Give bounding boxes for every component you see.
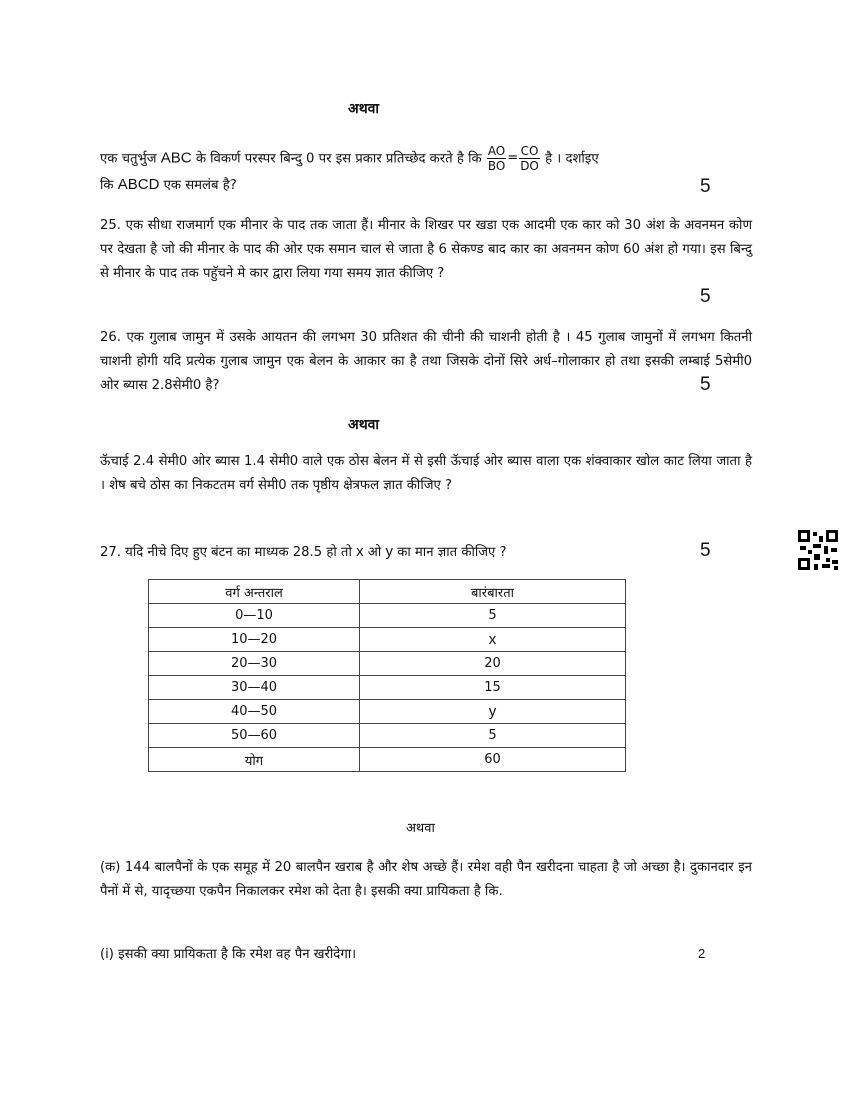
table-row [149,700,626,724]
table-cell-interval: योग [149,748,360,772]
heading-athva-1: अथवा [348,101,380,117]
fraction-numerator: CO [520,144,539,158]
q27-text-c: का मान ज्ञात कीजिए ? [397,545,507,560]
table-header-frequency: बारंबारता [360,580,626,604]
q26-marks: 5 [700,374,711,395]
table-cell-interval: 40—50 [149,700,360,724]
table-cell-interval: 30—40 [149,676,360,700]
question-27-alternate: (क) 144 बालपैनों के एक समूह में 20 बालपैन खराब है और शेष अच्छे हैं। रमेश वही पैन खरीदना चाहता है जो अच्छा है। दुकानदार इन पैनों में से, यादृच्छया एकपैन निकालकर रमेश को देता है। इसकी क्या प्रायिकता है कि. [100,860,752,899]
table-cell-frequency: 60 [360,748,626,772]
heading-athva-3: अथवा [406,821,435,836]
heading-athva-2: अथवा [348,417,380,433]
table-header-class-interval: वर्ग अन्तराल [149,580,360,604]
table-row [149,748,626,772]
page-number: 2 [698,946,706,961]
q27-y: y [385,543,393,560]
q24-alt-marks: 5 [700,176,711,197]
fraction-denominator: DO [520,159,539,173]
q27-text-a: 27. यदि नीचे दिए हुए बंटन का माध्यक 28.5 हो तो [100,545,352,560]
q24-alt-text-e: एक समलंब है? [163,178,237,193]
q27-marks: 5 [700,540,711,561]
fraction-ao-bo [487,144,506,173]
question-27-alternate-sub-i: (i) इसकी क्या प्रायिकता है कि रमेश वह पैन खरीदेगा। [100,947,357,962]
fraction-co-do [519,144,540,173]
q24-alt-text-a: एक चतुर्भुज [100,151,157,167]
q24-alt-text-b: के विकर्ण परस्पर बिन्दु 0 पर इस प्रकार प्रतिच्छेद करते है कि [195,151,482,167]
table-cell-frequency: x [360,628,626,652]
table-cell-frequency: 5 [360,604,626,628]
table-cell-frequency: y [360,700,626,724]
q27-text-b: ओ [367,545,382,560]
table-row [149,652,626,676]
table-row [149,628,626,652]
q25-marks: 5 [700,286,711,307]
fraction-numerator: AO [487,144,506,158]
table-cell-interval: 10—20 [149,628,360,652]
table-cell-interval: 50—60 [149,724,360,748]
question-26-alternate: ऊॅचाई 2.4 सेमी0 ओर ब्यास 1.4 सेमी0 वाले एक ठोस बेलन में से इसी ऊॅचाई ओर ब्यास वाला एक शंक्वाकार खोल काट लिया जाता है । शेष बचे ठोस का निकटतम वर्ग सेमी0 तक पृष्ठीय क्षेत्रफल ज्ञात कीजिए ? [100,454,752,493]
q24-alt-text-c: है । दर्शाइए [545,151,599,167]
q27-x: x [356,543,364,560]
table-header-row [149,580,626,604]
table-cell-interval: 20—30 [149,652,360,676]
table-cell-interval: 0—10 [149,604,360,628]
table-row [149,724,626,748]
q24-alt-abcd: ABCD [117,176,160,193]
q24-alt-text-d: कि [100,178,114,193]
question-26: 26. एक गुलाब जामुन में उसके आयतन की लगभग 30 प्रतिशत की चीनी की चाशनी होती है । 45 गुलाब जामुनों में लगभग कितनी चाशनी होगी यदि प्रत्येक गुलाब जामुन एक बेलन के आकार का है तथा जिसके दोनों सिरे अर्ध–गोलाकार हो तथा इसकी लम्बाई 5सेमी0 ओर ब्यास 2.8सेमी0 है? [100,330,752,393]
table-cell-frequency: 5 [360,724,626,748]
table-row [149,676,626,700]
frequency-table [148,579,626,772]
qr-code-icon [798,530,838,570]
table-cell-frequency: 15 [360,676,626,700]
question-25: 25. एक सीधा राजमार्ग एक मीनार के पाद तक जाता हैं। मीनार के शिखर पर खडा एक आदमी एक कार को 30 अंश के अवनमन कोण पर देखता है जो की मीनार के पाद की ओर एक समान चाल से जाता है 6 सेकण्ड बाद कार का अवनमन कोण 60 अंश हो गया। इस बिन्दु से मीनार के पाद तक पहुॅचने मे कार द्वारा लिया गया समय ज्ञात कीजिए ? [100,218,752,281]
question-24-alternate [100,144,752,198]
q24-alt-abc: ABC [160,149,192,167]
table-cell-frequency: 20 [360,652,626,676]
question-27 [100,540,752,565]
fraction-denominator: BO [487,159,506,173]
table-row [149,604,626,628]
equals-sign: = [507,150,519,166]
